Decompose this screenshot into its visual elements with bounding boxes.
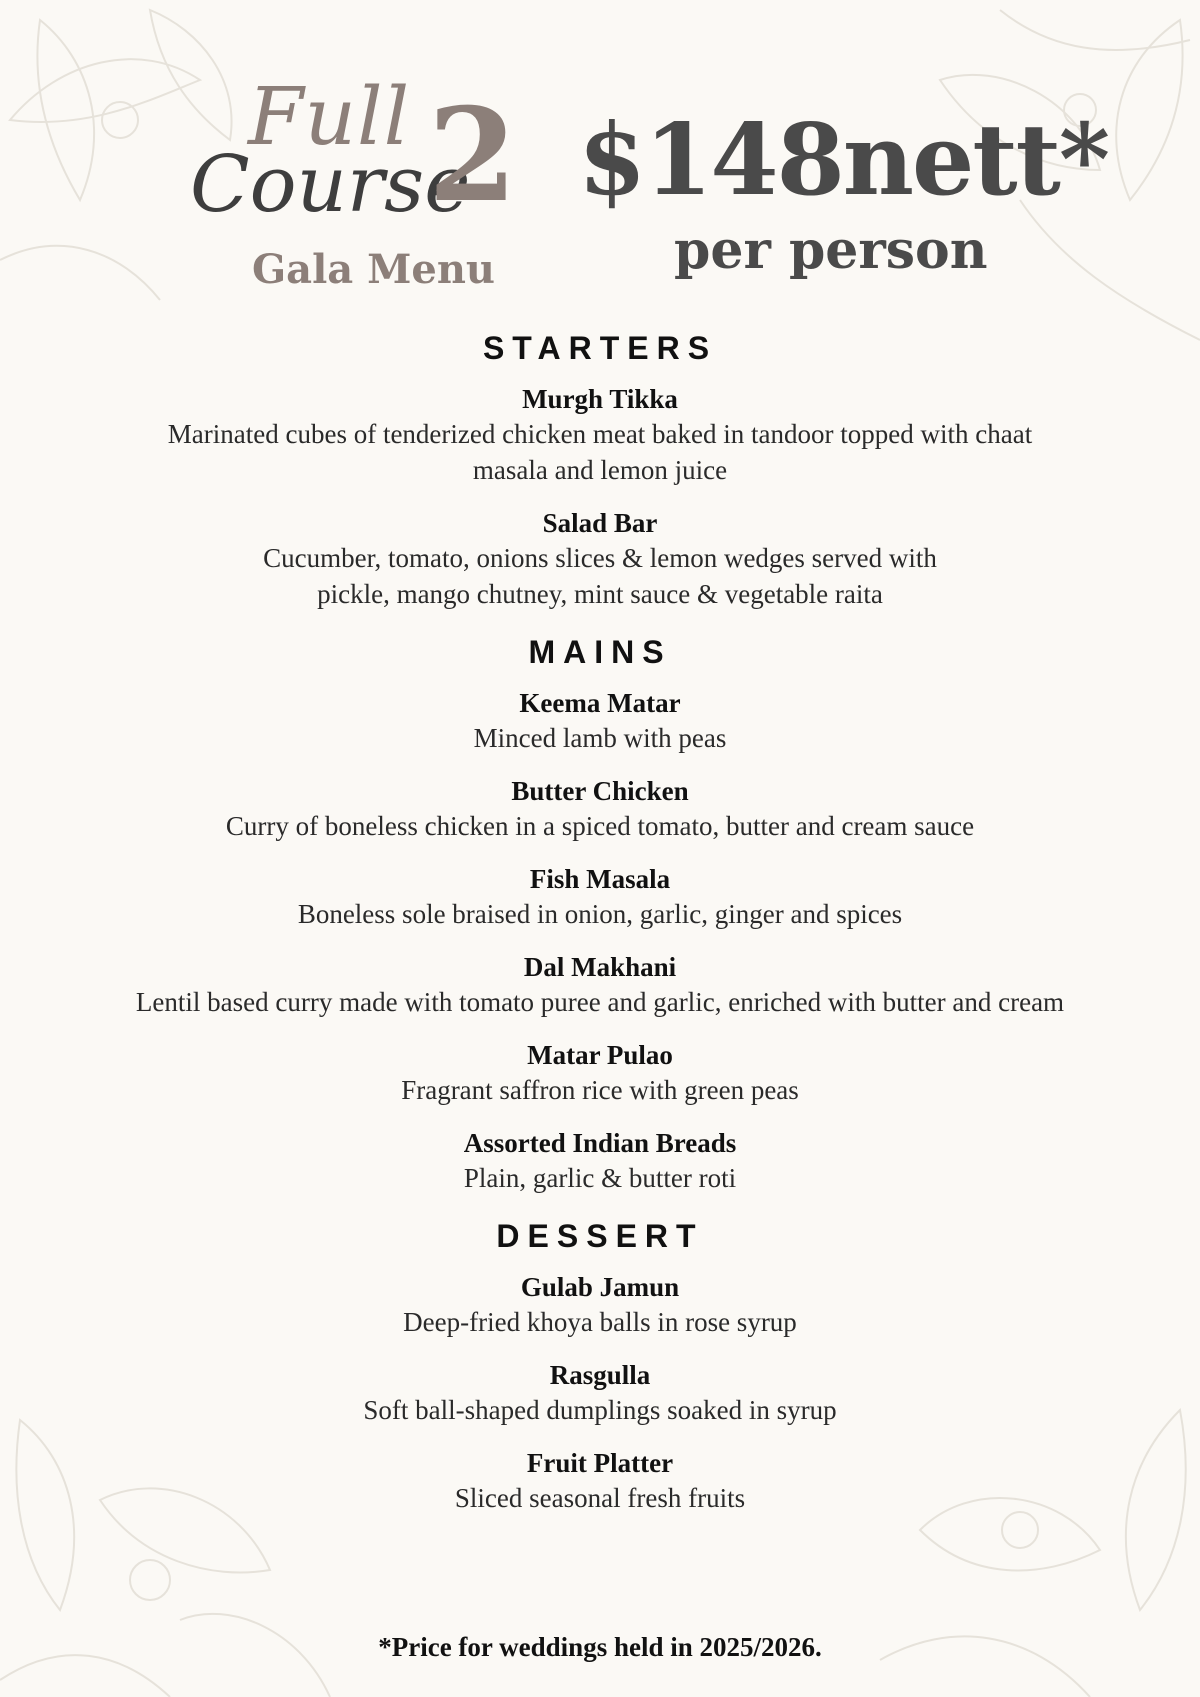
dish-name: Fish Masala	[529, 864, 671, 894]
title-script-full: Full	[248, 70, 411, 163]
dish-description: Boneless sole braised in onion, garlic, ginger and spices	[297, 899, 903, 929]
dish-name: Gulab Jamun	[520, 1272, 680, 1302]
price: $148nett*	[578, 103, 1109, 218]
dish-name: Dal Makhani	[523, 952, 677, 982]
section-dessert	[0, 1214, 1200, 1516]
dish-item	[0, 686, 1200, 756]
dish-description: Plain, garlic & butter roti	[463, 1163, 737, 1193]
course-number: 2	[428, 81, 518, 231]
menu-subtitle: Gala Menu	[252, 246, 496, 293]
dish-item	[0, 1038, 1200, 1108]
dish-description: Curry of boneless chicken in a spiced tomato, butter and cream sauce	[225, 811, 975, 841]
price-unit: per person	[674, 220, 988, 281]
section-starters	[0, 326, 1200, 612]
dish-description: Soft ball-shaped dumplings soaked in syrup	[363, 1395, 837, 1425]
dish-description: Marinated cubes of tenderized chicken meat baked in tandoor topped with chaat	[167, 419, 1033, 449]
title-script-course: Course	[190, 140, 471, 230]
dish-name: Assorted Indian Breads	[463, 1128, 737, 1158]
section-title: STARTERS	[482, 330, 718, 366]
dish-item	[0, 382, 1200, 488]
section-title: DESSERT	[496, 1218, 704, 1254]
dish-name: Keema Matar	[519, 688, 681, 718]
dish-name: Rasgulla	[549, 1360, 651, 1390]
dish-description: masala and lemon juice	[472, 455, 728, 485]
dish-name: Matar Pulao	[527, 1040, 673, 1070]
dish-description: Cucumber, tomato, onions slices & lemon wedges served with	[263, 543, 937, 573]
dish-item	[0, 774, 1200, 844]
dish-item	[0, 862, 1200, 932]
dish-item	[0, 1126, 1200, 1196]
dish-name: Fruit Platter	[526, 1448, 674, 1478]
price-footnote: *Price for weddings held in 2025/2026.	[378, 1632, 822, 1662]
dish-description: Deep-fried khoya balls in rose syrup	[403, 1307, 797, 1337]
dish-item	[0, 950, 1200, 1020]
section-mains	[0, 630, 1200, 1196]
dish-name: Butter Chicken	[511, 776, 689, 806]
dish-name: Salad Bar	[542, 508, 658, 538]
dish-description: Minced lamb with peas	[473, 723, 727, 753]
dish-item	[0, 1358, 1200, 1428]
dish-description: Fragrant saffron rice with green peas	[401, 1075, 799, 1105]
dish-item	[0, 1270, 1200, 1340]
dish-description: Sliced seasonal fresh fruits	[454, 1483, 746, 1513]
section-title: MAINS	[528, 634, 672, 670]
dish-name: Murgh Tikka	[522, 384, 678, 414]
menu-body	[0, 326, 1200, 1534]
dish-item	[0, 506, 1200, 612]
menu-header	[0, 0, 1200, 300]
dish-description: pickle, mango chutney, mint sauce & vegetable raita	[317, 579, 883, 609]
dish-description: Lentil based curry made with tomato puree and garlic, enriched with butter and cream	[135, 987, 1065, 1017]
dish-item	[0, 1446, 1200, 1516]
